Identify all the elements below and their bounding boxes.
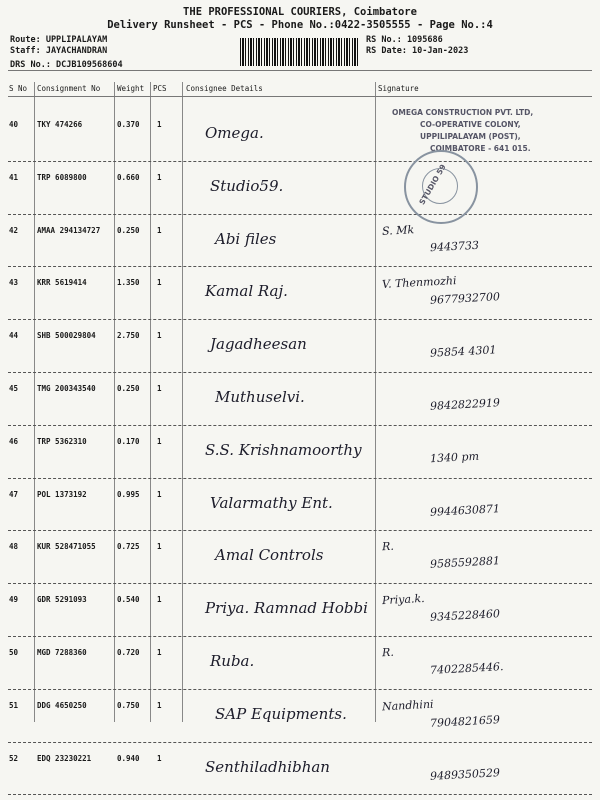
pcs-value: 1	[157, 753, 162, 763]
recipient-phone: 9345228460	[429, 607, 501, 625]
consignee-name: Ruba.	[210, 652, 255, 670]
consignee-name: Omega.	[205, 124, 264, 142]
recipient-signature: R.	[381, 540, 395, 554]
drs-number: DRS No.: DCJB109568604	[10, 60, 123, 70]
serial-number: 41	[9, 172, 19, 182]
recipient-phone: 9944630871	[429, 501, 501, 519]
recipient-signature: Nandhini	[381, 697, 434, 714]
pcs-value: 1	[157, 331, 162, 341]
staff-label: Staff: JAYACHANDRAN	[10, 46, 108, 56]
table-row	[0, 376, 600, 428]
serial-number: 52	[9, 753, 19, 763]
row-divider	[8, 319, 592, 320]
consignee-name: Priya. Ramnad Hobbi	[205, 599, 368, 618]
consignee-name: Abi files	[215, 229, 277, 248]
recipient-phone: 7904821659	[429, 712, 501, 730]
col-consignment: Consignment No	[37, 84, 101, 93]
consignment-number: POL 1373192	[37, 489, 87, 499]
consignment-number: EDQ 23230221	[37, 753, 92, 763]
consignee-name: SAP Equipments.	[215, 704, 347, 723]
recipient-signature: Priya.k.	[381, 592, 425, 608]
consignment-number: TKY 474266	[37, 120, 83, 129]
consignee-name: Senthiladhibhan	[205, 757, 330, 776]
consignee-name: S.S. Krishnamoorthy	[205, 440, 362, 459]
pcs-value: 1	[157, 489, 162, 499]
recipient-phone: 9677932700	[429, 290, 501, 308]
header-divider	[8, 70, 592, 71]
pcs-value: 1	[157, 278, 162, 288]
stamp-line: OMEGA CONSTRUCTION PVT. LTD,	[392, 108, 534, 117]
table-row	[0, 693, 600, 745]
recipient-phone: 9443733	[429, 238, 480, 254]
rs-number: RS No.: 1095686	[366, 35, 443, 45]
seal-text: STUDIO 59	[417, 162, 448, 207]
row-divider	[8, 425, 592, 426]
table-row	[0, 162, 600, 217]
recipient-phone: 1340 pm	[429, 449, 480, 466]
consignee-name: Kamal Raj.	[205, 282, 288, 301]
stamp-line: UPPILIPALAYAM (POST),	[420, 132, 521, 141]
recipient-phone: 9842822919	[429, 396, 501, 413]
pcs-value: 1	[157, 436, 162, 446]
serial-number: 46	[9, 436, 19, 446]
weight-value: 0.250	[117, 225, 140, 235]
table-row	[0, 587, 600, 639]
row-divider	[8, 161, 592, 162]
page-subtitle: Delivery Runsheet - PCS - Phone No.:0422-3505555 - Page No.:4	[107, 19, 493, 31]
pcs-value: 1	[157, 648, 162, 657]
pcs-value: 1	[157, 120, 162, 129]
consignee-name: Muthuselvi.	[215, 388, 305, 406]
weight-value: 0.660	[117, 172, 140, 182]
consignment-number: DDG 4650250	[37, 700, 87, 710]
page-title: THE PROFESSIONAL COURIERS, Coimbatore	[183, 6, 417, 18]
table-row	[0, 534, 600, 586]
weight-value: 1.350	[117, 278, 140, 288]
serial-number: 49	[9, 595, 19, 605]
serial-number: 45	[9, 384, 19, 393]
rs-date: RS Date: 10-Jan-2023	[366, 46, 469, 56]
pcs-value: 1	[157, 595, 162, 605]
table-row	[0, 482, 600, 534]
recipient-signature: S. Mk	[381, 222, 415, 238]
recipient-phone: 9489350529	[429, 765, 501, 783]
col-pcs: PCS	[153, 84, 167, 93]
weight-value: 0.170	[117, 436, 140, 446]
col-weight: Weight	[117, 84, 145, 93]
consignment-number: KUR 528471055	[37, 542, 96, 552]
recipient-signature: V. Thenmozhi	[381, 274, 457, 292]
row-divider	[8, 266, 592, 267]
serial-number: 44	[9, 331, 19, 341]
weight-value: 0.940	[117, 753, 140, 763]
weight-value: 0.250	[117, 384, 140, 393]
table-row	[0, 218, 600, 270]
serial-number: 50	[9, 648, 19, 657]
studio-seal	[404, 150, 478, 224]
recipient-phone: 7402285446.	[429, 660, 504, 677]
weight-value: 2.750	[117, 331, 140, 341]
consignee-name: Valarmathy Ent.	[210, 493, 333, 512]
recipient-phone: 95854 4301	[429, 343, 497, 360]
row-divider	[8, 689, 592, 690]
col-signature: Signature	[378, 84, 419, 93]
serial-number: 47	[9, 489, 19, 499]
row-divider	[8, 583, 592, 584]
col-details: Consignee Details	[186, 84, 263, 93]
weight-value: 0.370	[117, 120, 140, 129]
serial-number: 43	[9, 278, 19, 288]
table-row	[0, 429, 600, 481]
weight-value: 0.995	[117, 489, 140, 499]
table-row	[0, 323, 600, 375]
row-divider	[8, 478, 592, 479]
consignee-name: Jagadheesan	[210, 335, 307, 354]
pcs-value: 1	[157, 225, 162, 235]
pcs-value: 1	[157, 172, 162, 182]
serial-number: 42	[9, 225, 19, 235]
weight-value: 0.750	[117, 700, 140, 710]
weight-value: 0.540	[117, 595, 140, 605]
col-sno: S No	[9, 84, 28, 93]
row-divider	[8, 742, 592, 743]
consignment-number: TRP 6089800	[37, 172, 87, 182]
recipient-signature: R.	[381, 645, 395, 660]
row-divider	[8, 794, 592, 795]
consignment-number: GDR 5291093	[37, 595, 87, 605]
row-divider	[8, 372, 592, 373]
consignment-number: SHB 500029804	[37, 331, 96, 341]
row-divider	[8, 214, 592, 215]
consignment-number: TRP 5362310	[37, 436, 87, 446]
pcs-value: 1	[157, 384, 162, 393]
stamp-line: COIMBATORE - 641 015.	[430, 144, 531, 153]
route-label: Route: UPPLIPALAYAM	[10, 35, 108, 45]
serial-number: 40	[9, 120, 19, 129]
consignee-name: Studio59.	[210, 176, 284, 195]
recipient-phone: 9585592881	[429, 554, 501, 572]
weight-value: 0.720	[117, 648, 140, 657]
barcode	[240, 38, 358, 66]
consignee-name: Amal Controls	[215, 546, 324, 565]
pcs-value: 1	[157, 542, 162, 552]
consignment-number: KRR 5619414	[37, 278, 87, 288]
table-row	[0, 640, 600, 692]
column-header-divider	[8, 96, 592, 97]
serial-number: 51	[9, 700, 19, 710]
stamp-line: CO-OPERATIVE COLONY,	[420, 120, 521, 129]
consignment-number: AMAA 294134727	[37, 225, 101, 235]
row-divider	[8, 636, 592, 637]
serial-number: 48	[9, 542, 19, 552]
row-divider	[8, 530, 592, 531]
pcs-value: 1	[157, 700, 162, 710]
consignment-number: TMG 200343540	[37, 384, 96, 393]
weight-value: 0.725	[117, 542, 140, 552]
consignment-number: MGD 7288360	[37, 648, 87, 657]
table-row	[0, 270, 600, 322]
table-row	[0, 746, 600, 798]
